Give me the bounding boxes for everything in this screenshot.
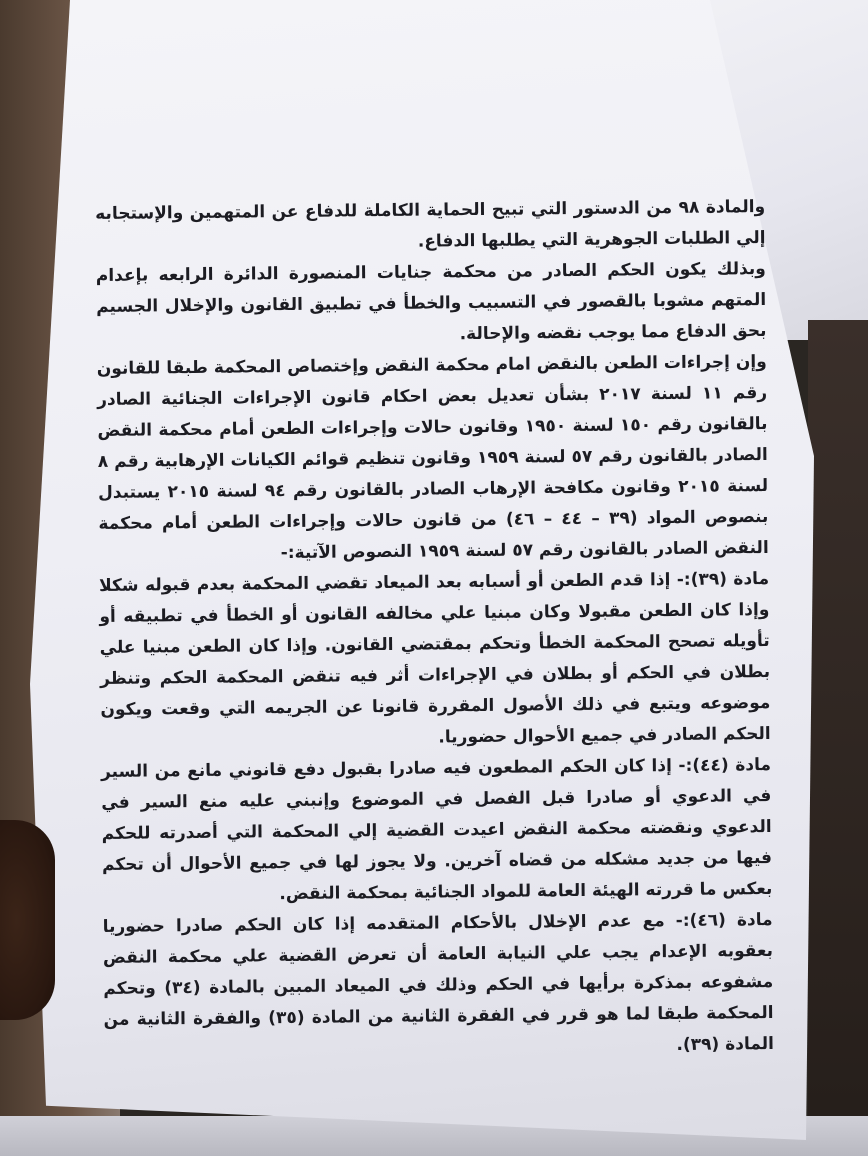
thumb (0, 820, 55, 1020)
paragraph-article-39: مادة (٣٩):- إذا قدم الطعن أو أسبابه بعد الميعاد تقضي المحكمة بعدم قبوله شكلا وإذا كان الطعن مقبولا وكان مبنيا علي مخالفه القانون أو الخطأ في تطبيقه أو تأويله تصحح المحكمة الخطأ وتحكم بمقتضي القانون. وإذا كان الطعن مبنيا علي بطلان في الحكم أو بطلان في الإجراءات أثر فيه تنقض المحكمة الحكم وتنظر موضوعه ويتبع في ذلك الأصول المقررة قانونا عن الجريمه التي وقعت ويكون الحكم الصادر في جميع الأحوال حضوريا. (98, 568, 771, 748)
paragraph-appeal-procedures: وإن إجراءات الطعن بالنقض امام محكمة النقض وإختصاص المحكمة طبقا للقانون رقم ١١ لسنة ٢٠١٧ بشأن تعديل بعض احكام قانون الإجراءات الجنائية الصادر بالقانون رقم ١٥٠ لسنة ١٩٥٠ وقانون حالات وإجراءات الطعن أمام محكمة النقض الصادر بالقانون رقم ٥٧ لسنة ١٩٥٩ وقانون تنظيم قوائم الكيانات الإرهابية رقم ٨ لسنة ٢٠١٥ وقانون مكافحة الإرهاب الصادر بالقانون رقم ٩٤ لسنة ٢٠١٥ يستبدل بنصوص المواد (٣٩ – ٤٤ – ٤٦) من قانون حالات وإجراءات الطعن أمام محكمة النقض الصادر بالقانون رقم ٥٧ لسنة ١٩٥٩ النصوص الآتية:- (96, 351, 769, 564)
paragraph-article-46: مادة (٤٦):- مع عدم الإخلال بالأحكام المتقدمه إذا كان الحكم صادرا حضوريا بعقوبه الإعدام يجب علي النيابة العامة أن تعرض القضية علي محكمة النقض مشفوعه بمذكرة برأيها في الحكم وذلك في الميعاد المبين بالمادة (٣٤) وتحكم المحكمة طبقا لما هو قرر في الفقرة الثانية من المادة (٣٥) والفقرة الثانية من المادة (٣٩). (102, 909, 775, 1055)
document-body (95, 192, 774, 1067)
background-right (808, 320, 868, 1156)
paragraph-verdict-flaws: وبذلك يكون الحكم الصادر من محكمة جنايات المنصورة الدائرة الرابعه بإعدام المتهم مشوبا بالقصور في التسبيب والخطأ في تطبيق القانون والإخلال الجسيم بحق الدفاع مما يوجب نقضه والإحالة. (95, 258, 767, 345)
paragraph-article-44: مادة (٤٤):- إذا كان الحكم المطعون فيه صادرا بقبول دفع قانوني مانع من السير في الدعوي أو صادرا قبل الفصل في الموضوع وإنبني عليه منع السير في الدعوي ونقضته محكمة النقض اعيدت القضية إلي المحكمة التي أصدرته للحكم فيها من جديد مشكله من قضاه آخرين. ولا يجوز لها في جميع الأحوال أن تحكم بعكس ما قررته الهيئة العامة للمواد الجنائية بمحكمة النقض. (100, 754, 773, 905)
paragraph-article-98: والمادة ٩٨ من الدستور التي تبيح الحماية الكاملة للدفاع عن المتهمين والإستجابه إلي الطلبات الجوهرية التي يطلبها الدفاع. (95, 196, 766, 252)
